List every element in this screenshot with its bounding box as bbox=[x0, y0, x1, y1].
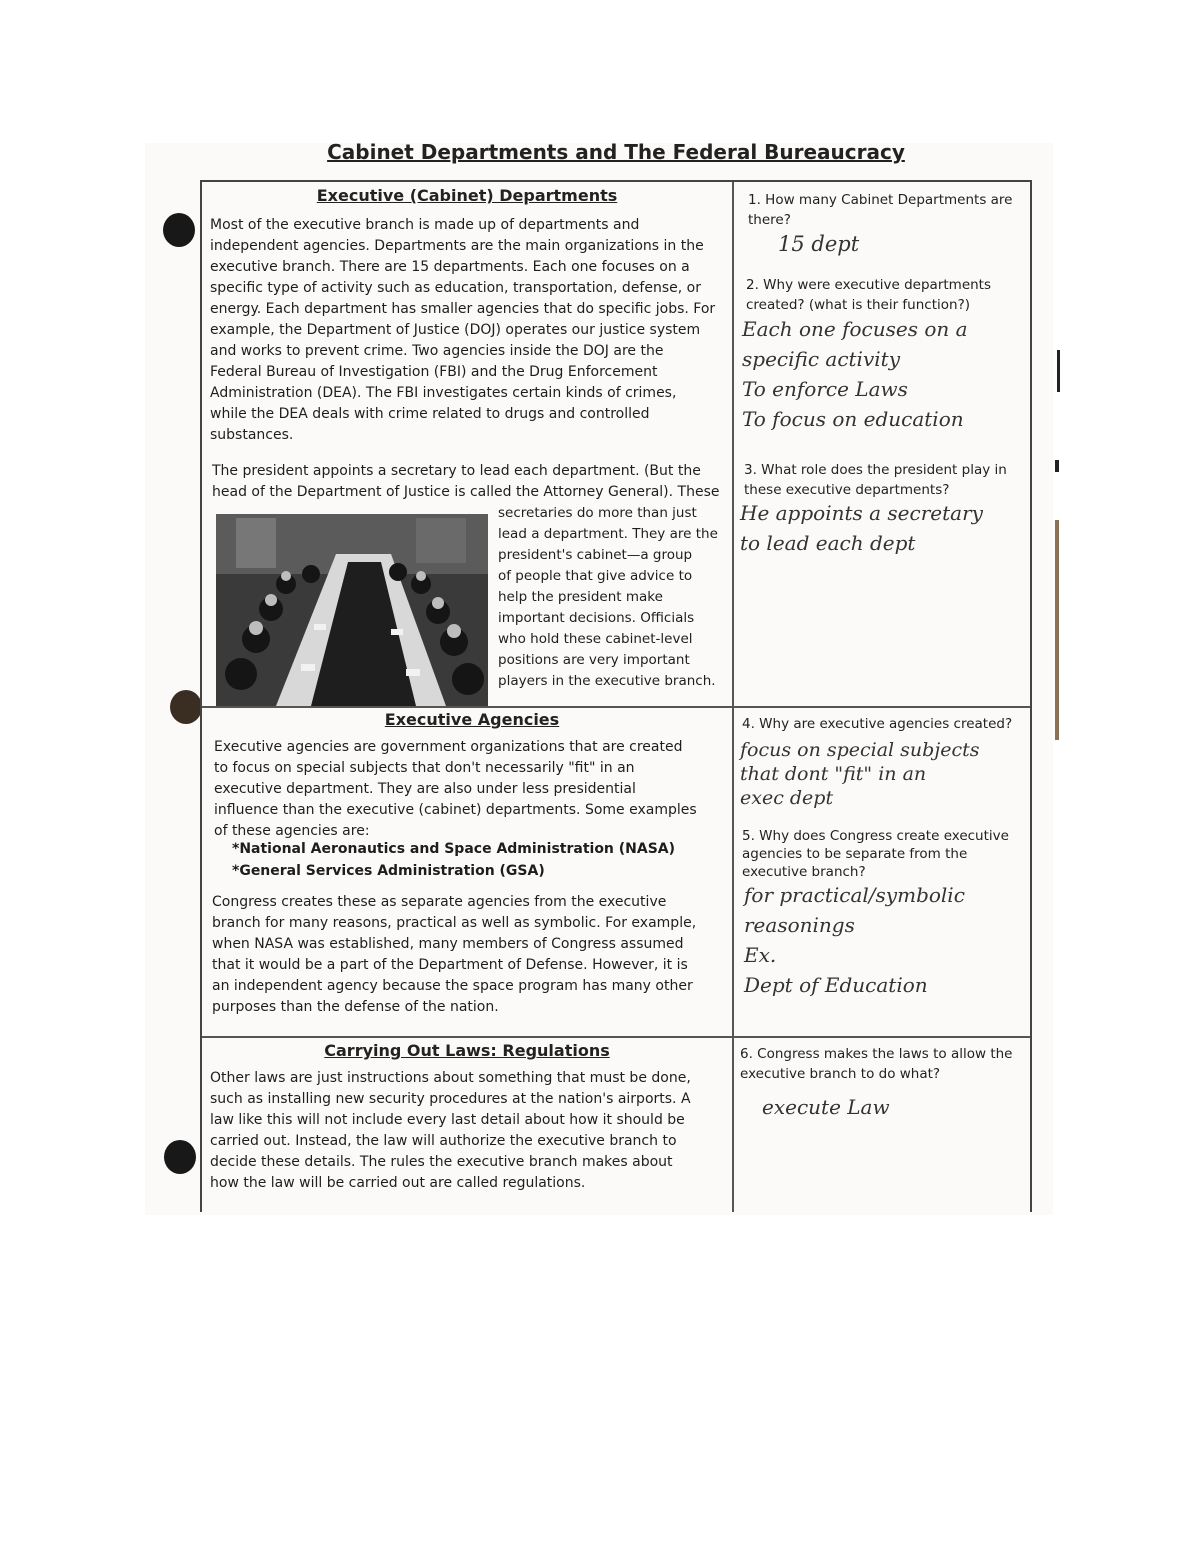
column-divider bbox=[732, 182, 734, 1212]
question-1: 1. How many Cabinet Departments are there? bbox=[748, 192, 1013, 228]
agency-example-gsa: *General Services Administration (GSA) bbox=[232, 863, 545, 879]
agencies-paragraph-2: Congress creates these as separate agencies from the executive branch for many reasons, practical as well as symbolic. For example, when NASA was established, many members of Congress assumed that it would be a part of the Department of Defense. However, it is an independent agency because the space program has many other purposes than the defense of the nation. bbox=[212, 894, 697, 1015]
section-heading-cabinet: Executive (Cabinet) Departments bbox=[316, 186, 618, 205]
punch-hole-top bbox=[163, 213, 195, 247]
agency-examples-list bbox=[232, 838, 675, 882]
cabinet-paragraph-2: The president appoints a secretary to lead each department. (But the head of the Department of Justice is called the Attorney General). These bbox=[212, 463, 720, 500]
answer-5: for practical/symbolic reasonings Ex. Dept of Education bbox=[744, 883, 965, 997]
scan-edge-mark bbox=[1057, 350, 1060, 392]
scan-edge-mark bbox=[1055, 520, 1059, 740]
row-divider-1 bbox=[202, 706, 1030, 708]
agencies-paragraph-1: Executive agencies are government organizations that are created to focus on special subjects that don't necessarily "fit" in an executive department. They are also under less presidential influence than the executive (cabinet) departments. Some examples of these agencies are: bbox=[214, 739, 697, 839]
question-5: 5. Why does Congress create executive agencies to be separate from the executive branch? bbox=[742, 828, 1009, 880]
section-heading-regulations: Carrying Out Laws: Regulations bbox=[324, 1041, 610, 1060]
scan-edge-mark bbox=[1055, 460, 1059, 472]
question-6: 6. Congress makes the laws to allow the executive branch to do what? bbox=[740, 1046, 1013, 1082]
question-4: 4. Why are executive agencies created? bbox=[742, 716, 1013, 732]
section-heading-agencies: Executive Agencies bbox=[384, 710, 560, 729]
cabinet-meeting-photo bbox=[216, 514, 488, 706]
regulations-paragraph: Other laws are just instructions about something that must be done, such as installing new security procedures at the nation's airports. A law like this will not include every last detail about how it should be carried out. Instead, the law will authorize the executive branch to decide these details. The rules the executive branch makes about how the law will be carried out are called regulations. bbox=[210, 1070, 691, 1191]
answer-3: He appoints a secretary to lead each dept bbox=[740, 501, 983, 555]
cabinet-paragraph-1: Most of the executive branch is made up of departments and independent agencies. Departments are the main organizations in the executive branch. There are 15 departments. Each one focuses on a specific type of activity such as education, transportation, defense, or energy. Each department has smaller agencies that do specific jobs. For example, the Department of Justice (DOJ) operates our justice system and works to prevent crime. Two agencies inside the DOJ are the Federal Bureau of Investigation (FBI) and the Drug Enforcement Administration (DEA). The FBI investigates certain kinds of crimes, while the DEA deals with crime related to drugs and controlled substances. bbox=[210, 217, 716, 443]
punch-hole-middle bbox=[170, 690, 202, 724]
answer-2: Each one focuses on a specific activity To enforce Laws To focus on education bbox=[742, 317, 968, 431]
answer-4: focus on special subjects that dont "fit" in an exec dept bbox=[740, 739, 980, 809]
row-divider-2 bbox=[202, 1036, 1030, 1038]
answer-1: 15 dept bbox=[778, 232, 860, 256]
page-title: Cabinet Departments and The Federal Bureaucracy bbox=[327, 140, 905, 164]
punch-hole-bottom bbox=[164, 1140, 196, 1174]
question-3: 3. What role does the president play in these executive departments? bbox=[744, 462, 1007, 498]
question-2: 2. Why were executive departments created? (what is their function?) bbox=[746, 277, 992, 313]
agency-example-nasa: *National Aeronautics and Space Administration (NASA) bbox=[232, 841, 676, 857]
cabinet-paragraph-2-wrap: secretaries do more than just lead a department. They are the president's cabinet—a group of people that give advice to help the president make important decisions. Officials who hold these cabinet-level positions are very important players in the executive branch. bbox=[498, 505, 718, 689]
answer-6: execute Law bbox=[762, 1095, 890, 1119]
